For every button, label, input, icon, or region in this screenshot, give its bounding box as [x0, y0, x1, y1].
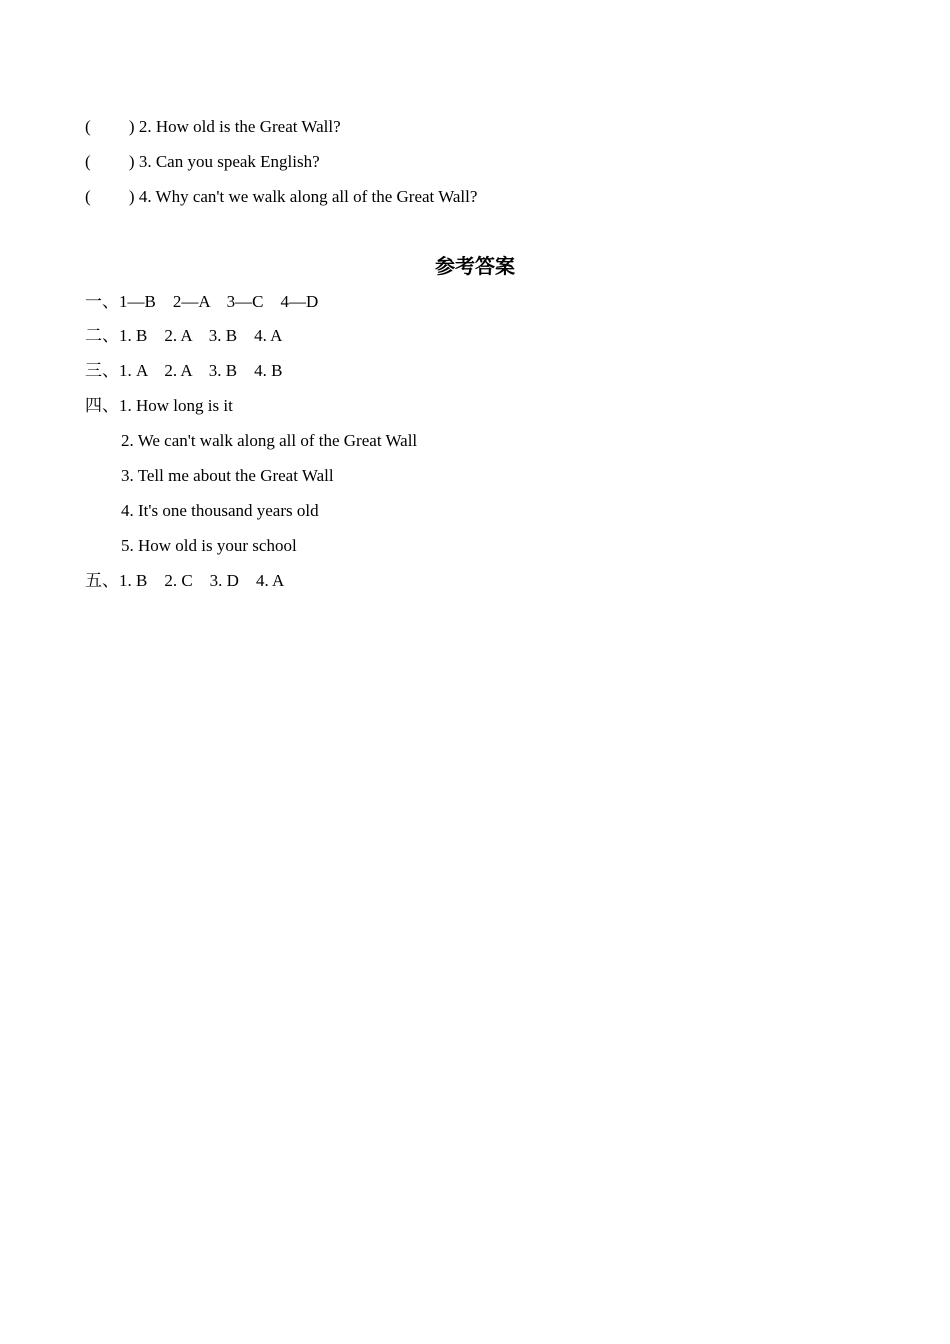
answer-sub-item: 4. It's one thousand years old — [121, 500, 319, 520]
answer-blank: ( ) — [85, 186, 135, 206]
answer-section-line-4 — [85, 389, 865, 424]
section-answers: 1. B 2. C 3. D 4. A — [119, 570, 285, 590]
section-answers: 1. A 2. A 3. B 4. B — [119, 361, 283, 381]
section-answers: 1. B 2. A 3. B 4. A — [119, 326, 283, 346]
section-label: 二、 — [85, 326, 119, 346]
question-text: 2. How old is the Great Wall? — [134, 117, 341, 136]
answer-blank: ( ) — [85, 117, 135, 136]
answer-sub-item: 2. We can't walk along all of the Great Wall — [121, 431, 418, 451]
question-line — [85, 110, 865, 145]
answer-key-title: 参考答案 — [435, 255, 515, 278]
section-label: 五、 — [85, 570, 119, 590]
section-answers: 1. How long is it — [119, 396, 233, 416]
answer-section-line-1 — [85, 285, 865, 320]
section-label: 四、 — [85, 396, 119, 416]
answer-sub-item: 3. Tell me about the Great Wall — [121, 466, 334, 486]
answer-section-line-3 — [85, 354, 865, 389]
section-answers: 1—B 2—A 3—C 4—D — [119, 291, 319, 311]
answer-sub-item: 5. How old is your school — [121, 535, 297, 555]
section-label: 一、 — [85, 291, 119, 311]
blank-line — [85, 215, 865, 250]
question-line — [85, 145, 865, 180]
answer-blank: ( ) — [85, 151, 135, 171]
question-text: 4. Why can't we walk along all of the Great Wall? — [134, 186, 478, 206]
answer-section-line-2 — [85, 319, 865, 354]
question-line — [85, 180, 865, 215]
section-label: 三、 — [85, 361, 119, 381]
answer-section-line-5 — [85, 564, 865, 599]
question-text: 3. Can you speak English? — [134, 151, 320, 171]
document-content — [0, 0, 950, 599]
